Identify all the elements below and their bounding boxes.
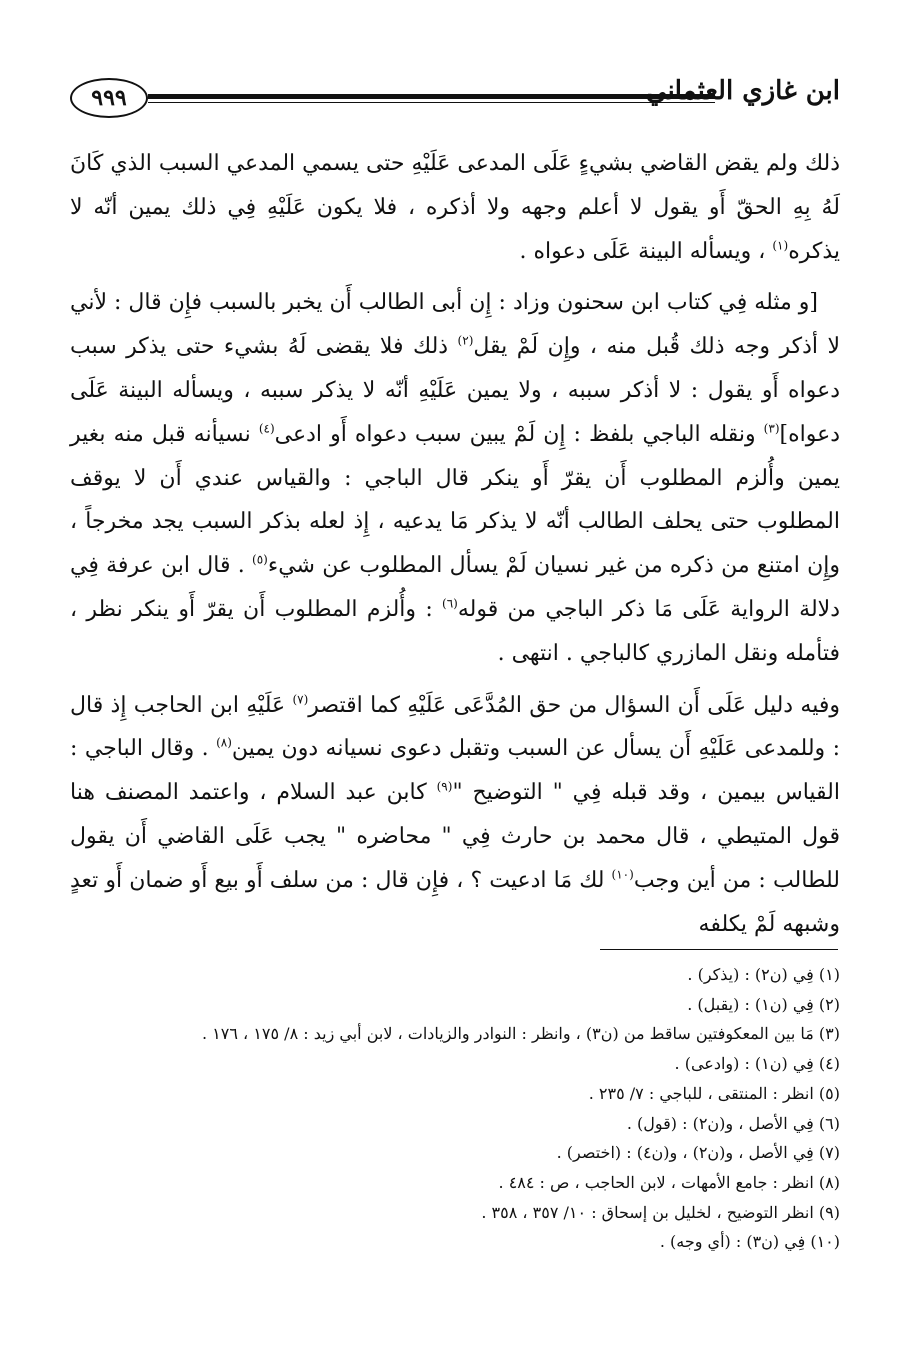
page-header [70,70,840,130]
main-text [70,142,840,954]
text-run: [و مثله فِي كتاب ابن سحنون وزاد : إِن أبى الطالب أَن يخبر بالسبب فإِن قال : لأني لا أذكر وجه ذلك قُبل منه ، وإِن لَمْ يقل [70,290,840,360]
footnote-ref-10: (١٠) [611,867,634,882]
paragraph-3 [70,684,840,947]
text-run: عَلَيْهِ ابن الحاجب إِذ قال : وللمدعى عَلَيْهِ أَن يسأل عن السبب وتقبل دعوى نسيانه دون يمين [70,692,840,762]
text-run: ، ويسأله البينة عَلَى دعواه . [519,238,773,264]
footnote-ref-7: (٧) [292,692,309,707]
paragraph-2 [70,281,840,675]
header-rule-thin [148,102,715,103]
footnote-item: (٨) انظر : جامع الأمهات ، لابن الحاجب ، ص : ٤٨٤ . [498,1172,840,1192]
footnote-item: (١٠) فِي (ن٣) : (أي وجه) . [659,1232,840,1252]
text-run: لك مَا ادعيت ؟ ، فإِن قال : من سلف أَو بيع أَو ضمان أَو تعدٍ وشبهه لَمْ يكلفه [70,867,840,937]
footnote-separator [600,949,838,950]
footnote-item: (٩) انظر التوضيح ، لخليل بن إسحاق : ١٠/ ٣٥٧ ، ٣٥٨ . [481,1202,840,1222]
footnote-ref-1: (١) [772,238,789,253]
header-rule [148,94,715,99]
footnote-ref-9: (٩) [436,779,453,794]
footnote-item: (١) فِي (ن٢) : (يذكر) . [687,965,840,984]
footnote-item: (٤) فِي (ن١) : (وادعى) . [674,1054,840,1074]
footnote-ref-8: (٨) [216,736,232,751]
text-run: ذلك ولم يقض القاضي بشيءٍ عَلَى المدعى عَلَيْهِ حتى يسمي المدعي السبب الذي كَانَ لَهُ بِهِ الحقّ أَو يقول لا أعلم وجهه ولا أذكره ، فلا يكون عَلَيْهِ فِي ذلك يمين أنّه لا يذكره [70,151,840,264]
footnote-item: (٥) انظر : المنتقى ، للباجي : ٧/ ٢٣٥ . [588,1083,840,1103]
footnote-item: (٣) مَا بين المعكوفتين ساقط من (ن٣) ، وانظر : النوادر والزيادات ، لابن أبي زيد : ٨/ ١٧٥ ، ١٧٦ . [202,1024,840,1044]
text-run: . وقال الباجي : القياس بيمين ، وقد قبله فِي " التوضيح " [70,736,840,806]
footnote-ref-3: (٣) [763,421,780,436]
running-title: ابن غازي العثماني [645,76,840,106]
text-run: كابن عبد السلام ، واعتمد المصنف هنا قول المتيطي ، قال محمد بن حارث فِي " محاضره " يجب عَلَى القاضي أَن يقول للطالب : من أين وجب [70,780,840,893]
text-run: وفيه دليل عَلَى أَن السؤال من حق المُدَّعَى عَلَيْهِ كما اقتصر [308,692,840,718]
footnote-ref-6: (٦) [442,596,458,611]
footnote-item: (٦) فِي الأصل ، و(ن٢) : (قول) . [626,1113,840,1133]
footnote-ref-4: (٤) [258,421,275,436]
text-run: نسيأنه قبل منه بغير يمين وأُلزم المطلوب أَن يقرّ أَو ينكر قال الباجي : والقياس عندي أَن لا يوقف المطلوب حتى يحلف الطالب أنّه لا يذكر مَا يدعيه ، إِذ لعله بذكر السبب يجد مخرجاً ، وإِن امتنع من ذكره من غير نسيان لَمْ يسأل المطلوب عن شيء [70,421,840,579]
footnote-item: (٧) فِي الأصل ، و(ن٢) ، و(ن٤) : (اختصر) . [556,1143,840,1163]
footnote-item: (٢) فِي (ن١) : (يقبل) . [687,994,840,1014]
text-run: . قال ابن عرفة فِي دلالة الرواية عَلَى مَا ذكر الباجي من قوله [70,553,840,622]
footnote-ref-2: (٢) [457,333,474,348]
footnote-ref-5: (٥) [252,552,268,567]
text-run: ونقله الباجي بلفظ : إِن لَمْ يبين سبب دعواه أَو ادعى [274,421,764,447]
footnotes-list [170,960,840,1257]
text-run: ذلك فلا يقضى لَهُ بشيء حتى يذكر سبب دعواه أَو يقول : لا أذكر سببه ، ولا يمين عَلَيْهِ أنّه لا يذكر سببه ، ويسأله البينة عَلَى دعواه] [70,334,841,447]
text-run: : وأُلزم المطلوب أَن يقرّ أَو ينكر نظر ، فتأمله ونقل المازري كالباجي . انتهى . [70,596,840,666]
paragraph-1 [70,142,840,273]
page-number: ٩٩٩ [70,78,148,118]
